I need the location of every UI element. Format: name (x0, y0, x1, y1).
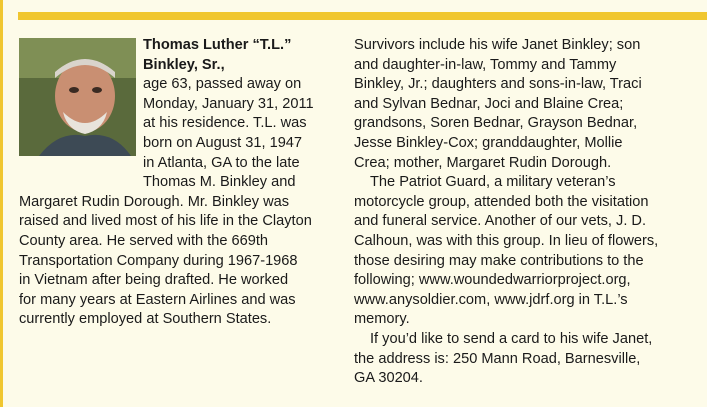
survivors-line: Binkley, Jr.; daughters and sons-in-law, Traci (354, 76, 642, 93)
patriot-line: those desiring may make contributions to the (354, 252, 644, 269)
body-line: Transportation Company during 1967-1968 (19, 252, 298, 269)
body-line: raised and lived most of his life in the Clayton (19, 213, 312, 230)
patriot-line: The Patriot Guard, a military veteran’s (370, 174, 616, 191)
patriot-line: and funeral service. Another of our vets, J. D. (354, 213, 647, 230)
head-line: age 63, passed away on (143, 76, 302, 93)
obituary-left-column (19, 36, 329, 330)
survivors-line: and Sylvan Bednar, Joci and Blaine Crea; (354, 95, 624, 112)
card-address-paragraph (354, 330, 678, 389)
body-line: County area. He served with the 669th (19, 232, 269, 249)
survivors-line: Crea; mother, Margaret Rudin Dorough. (354, 154, 612, 171)
survivors-line: grandsons, Soren Bednar, Grayson Bednar, (354, 115, 638, 132)
header-accent-bar (18, 12, 707, 20)
patriot-line: www.anysoldier.com, www.jdrf.org in T.L.’s (354, 291, 628, 308)
head-line: Thomas M. Binkley and (143, 174, 296, 191)
card-line: GA 30204. (354, 370, 423, 387)
head-line: Monday, January 31, 2011 (143, 95, 314, 112)
left-accent-rule (0, 0, 3, 407)
biography-paragraph (19, 193, 329, 330)
body-line: in Vietnam after being drafted. He worked (19, 272, 289, 289)
survivors-line: and daughter-in-law, Tommy and Tammy (354, 56, 617, 73)
survivors-line: Jesse Binkley-Cox; granddaughter, Mollie (354, 134, 623, 151)
card-line: If you’d like to send a card to his wife Janet, (370, 330, 653, 347)
body-line: currently employed at Southern States. (19, 311, 272, 328)
body-line: Margaret Rudin Dorough. Mr. Binkley was (19, 193, 290, 210)
obituary-right-column (354, 36, 678, 389)
obituary-heading-block (143, 36, 329, 193)
patriot-line: memory. (354, 311, 410, 328)
patriot-guard-paragraph (354, 173, 678, 330)
head-line: born on August 31, 1947 (143, 134, 303, 151)
body-line: for many years at Eastern Airlines and was (19, 291, 296, 308)
card-line: the address is: 250 Mann Road, Barnesville, (354, 350, 641, 367)
head-line: at his residence. T.L. was (143, 115, 307, 132)
patriot-line: following; www.woundedwarriorproject.org, (354, 272, 631, 289)
deceased-name-line-2: Binkley, Sr., (143, 56, 225, 73)
head-line: in Atlanta, GA to the late (143, 154, 300, 171)
patriot-line: motorcycle group, attended both the visitation (354, 193, 649, 210)
survivors-paragraph (354, 36, 678, 173)
survivors-line: Survivors include his wife Janet Binkley; son (354, 37, 641, 53)
patriot-line: Calhoun, was with this group. In lieu of flowers, (354, 232, 659, 249)
deceased-name-line-1: Thomas Luther “T.L.” (143, 37, 292, 53)
